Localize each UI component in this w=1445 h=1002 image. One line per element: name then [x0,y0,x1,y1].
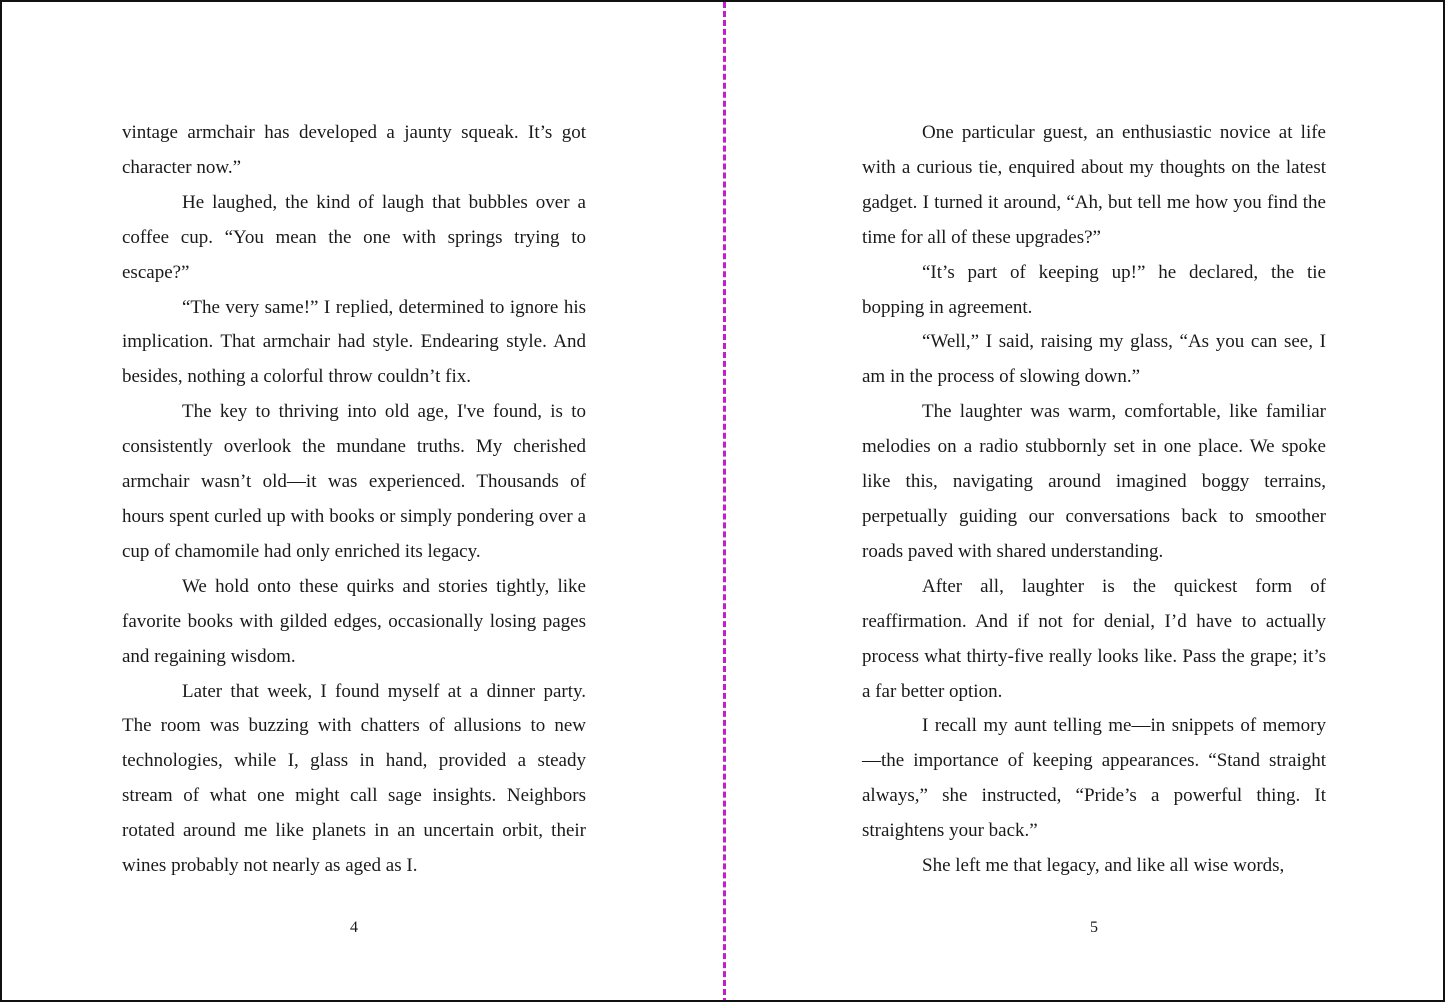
paragraph: The key to thriving into old age, I've found, is to consistently overlook the mundane truths. My cherished armchair wasn’t old—it was experienced. Thousands of hours spent curled up with books or simply pondering over a cup of chamomile had only enriched its legacy. [122,401,586,562]
left-page-text [122,116,586,884]
paragraph: “It’s part of keeping up!” he declared, the tie bopping in agreement. [862,261,1326,318]
paragraph: I recall my aunt telling me—in snippets of memory—the importance of keeping appearances. “Stand straight always,” she instructed, “Pride’s a powerful thing. It straightens your back.” [862,715,1326,842]
left-page [2,2,722,1002]
paragraph: “The very same!” I replied, determined to ignore his implication. That armchair had style. Endearing style. And besides, nothing a colorful throw couldn’t fix. [122,296,586,388]
paragraph: She left me that legacy, and like all wise words, [922,855,1285,877]
right-page-text [862,116,1326,884]
paragraph: Later that week, I found myself at a dinner party. The room was buzzing with chatters of allusions to new technologies, while I, glass in hand, provided a steady stream of what one might call sage insights. Neighbors rotated around me like planets in an uncertain orbit, their wines probably not nearly as aged as I. [122,680,586,877]
page-number-left: 4 [350,919,358,936]
paragraph: One particular guest, an enthusiastic novice at life with a curious tie, enquired about my thoughts on the latest gadget. I turned it around, “Ah, but tell me how you find the time for all of these upgrades?” [862,122,1326,248]
paragraph: The laughter was warm, comfortable, like familiar melodies on a radio stubbornly set in one place. We spoke like this, navigating around imagined boggy terrains, perpetually guiding our conversations back to smoother roads paved with shared understanding. [862,401,1326,562]
paragraph: “Well,” I said, raising my glass, “As you can see, I am in the process of slowing down.” [862,331,1326,388]
paragraph: He laughed, the kind of laugh that bubbles over a coffee cup. “You mean the one with springs trying to escape?” [122,191,586,283]
page-number-right: 5 [1090,919,1098,936]
paragraph: We hold onto these quirks and stories tightly, like favorite books with gilded edges, occasionally losing pages and regaining wisdom. [122,575,586,667]
right-page [726,2,1445,1002]
paragraph: After all, laughter is the quickest form of reaffirmation. And if not for denial, I’d have to actually process what thirty-five really looks like. Pass the grape; it’s a far better option. [862,575,1326,702]
paragraph: vintage armchair has developed a jaunty squeak. It’s got character now.” [122,122,586,178]
